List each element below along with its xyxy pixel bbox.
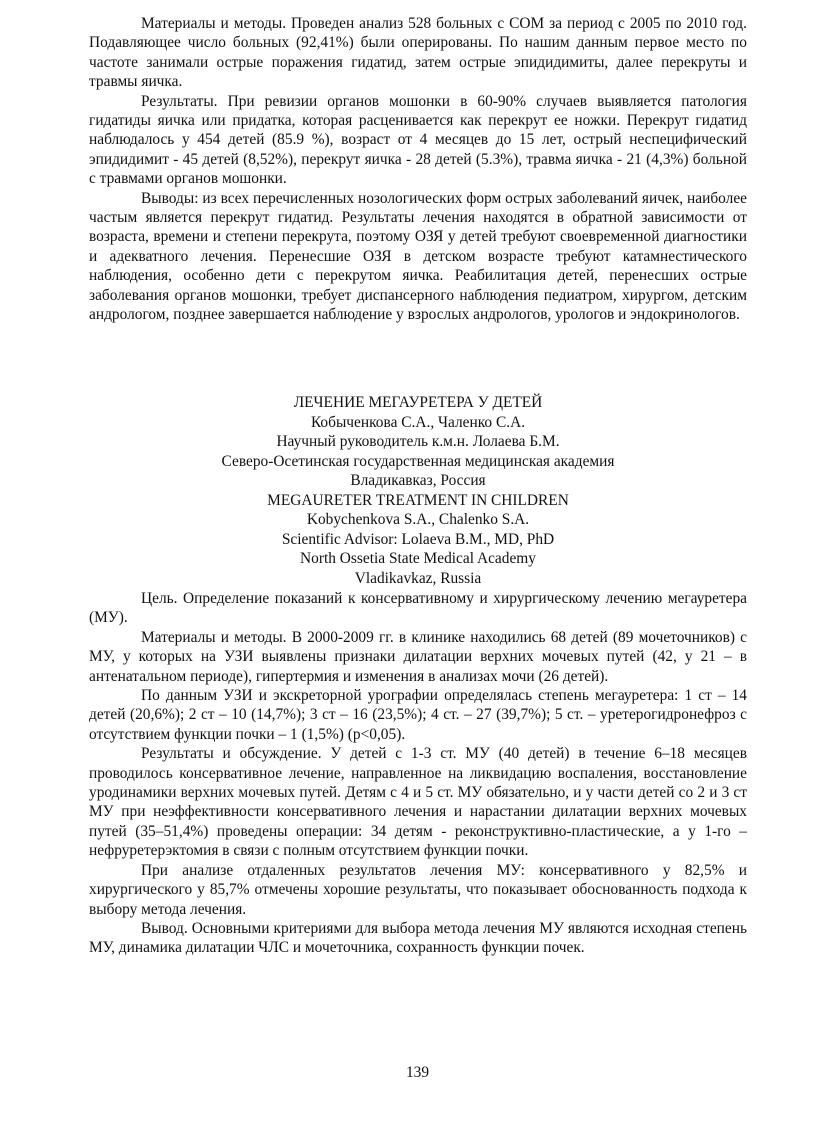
paragraph-conclusion: Вывод. Основными критериями для выбора метода лечения МУ являются исходная степень МУ, динамика дилатации ЧЛС и мочеточника, сохранность функции почек. — [89, 919, 747, 957]
article-title-en: MEGAURETER TREATMENT IN CHILDREN — [267, 491, 569, 509]
page-number: 139 — [405, 1064, 430, 1081]
paragraph-grading: По данным УЗИ и экскреторной урографии определялась степень мегауретера: 1 ст – 14 детей (20,6%); 2 ст – 10 (14,7%); 3 ст – 16 (23,5%); 4 ст. – 27 (39,7%); 5 ст. – уретерогидронефроз с отсутствием функции почки – 1 (1,5%) (p<0,05). — [89, 687, 747, 743]
article-header — [89, 393, 747, 588]
paragraph-results-prev: Результаты. При ревизии органов мошонки в 60-90% случаев выявляется патология гидатиды яичка или придатка, которая расценивается как перекрут ее ножки. Перекрут гидатид наблюдалось у 454 детей (85.9 %), возраст от 4 месяцев до 15 лет, острый неспецифический эпидидимит - 45 детей (8,52%), перекрут яичка - 28 детей (5.3%), травма яичка - 21 (4,3%) больной с травмами органов мошонки. — [89, 92, 747, 188]
paragraph-goal: Цель. Определение показаний к консервативному и хирургическому лечению мегауретера (МУ). — [89, 590, 747, 627]
article-title-ru: ЛЕЧЕНИЕ МЕГАУРЕТЕРА У ДЕТЕЙ — [293, 394, 543, 411]
article-authors-en: Kobychenkova S.A., Chalenko S.A. — [306, 511, 530, 528]
paragraph-methods-prev: Материалы и методы. Проведен анализ 528 больных с СОМ за период с 2005 по 2010 год. Подавляющее число больных (92,41%) были оперированы. По нашим данным первое место по частоте занимали острые поражения гидатид, затем острые эпидидимиты, далее перекруты и травмы яичка. — [89, 15, 747, 91]
article-city-ru: Владикавказ, Россия — [350, 472, 486, 489]
article-city-en: Vladikavkaz, Russia — [354, 569, 482, 587]
article-institution-ru: Северо-Осетинская государственная медицинская академия — [221, 452, 615, 470]
article-authors-ru: Кобыченкова С.А., Чаленко С.А. — [310, 413, 526, 431]
paragraph-results: Результаты и обсуждение. У детей с 1-3 ст. МУ (40 детей) в течение 6–18 месяцев проводилось консервативное лечение, направленное на ликвидацию воспаления, восстановление уродинамики верхних мочевых путей. Детям с 4 и 5 ст. МУ обязательно, и у части детей со 2 и 3 ст МУ при неэффективности консервативного лечения и нарастании дилатации верхних мочевых путей (35–51,4%) проведены операции: 34 детям - реконструктивно-пластические, а у 1-го – нефруретерэктомия в связи с полным отсутствием функции почки. — [89, 745, 747, 860]
paragraph-conclusions-prev: Выводы: из всех перечисленных нозологических форм острых заболеваний яичек, наиболее частым является перекрут гидатид. Результаты лечения находятся в обратной зависимости от возраста, времени и степени перекрута, поэтому ОЗЯ у детей требуют своевременной диагностики и адекватного лечения. Перенесшие ОЗЯ в детском возрасте требуют катамнестического наблюдения, особенно дети с перекрутом яичка. Реабилитация детей, перенесших острые заболевания органов мошонки, требует диспансерного наблюдения педиатром, хирургом, детским андрологом, позднее завершается наблюдение у взрослых андрологов, урологов и эндокринологов. — [89, 189, 747, 324]
article-advisor-en: Scientific Advisor: Lolaeva B.M., MD, PhD — [281, 530, 555, 548]
article-body — [89, 589, 747, 958]
article-advisor-ru: Научный руководитель к.м.н. Лолаева Б.М. — [276, 433, 560, 450]
top-section — [89, 14, 747, 325]
paragraph-analysis: При анализе отдаленных результатов лечения МУ: консервативного у 82,5% и хирургического у 85,7% отмечены хорошие результаты, что показывает обоснованность подхода к выбору метода лечения. — [89, 861, 747, 918]
paragraph-methods: Материалы и методы. В 2000-2009 гг. в клинике находились 68 детей (89 мочеточников) с МУ, у которых на УЗИ выявлены признаки дилатации верхних мочевых путей (42, у 21 – в антенатальном периоде), гипертермия и изменения в анализах мочи (26 детей). — [89, 628, 747, 685]
article-institution-en: North Ossetia State Medical Academy — [300, 550, 536, 567]
